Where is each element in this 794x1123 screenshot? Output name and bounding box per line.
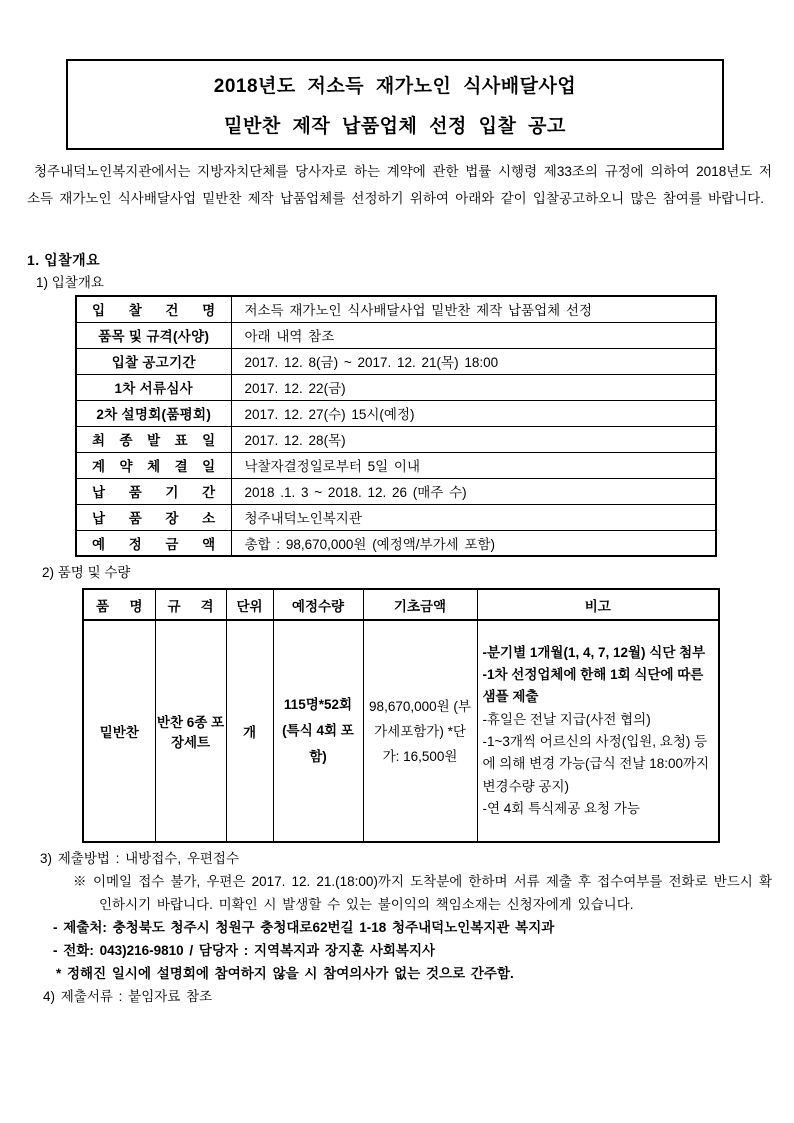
table-header-row <box>83 589 719 620</box>
required-documents-line: 4) 제출서류 : 붙임자료 참조 <box>43 989 213 1004</box>
table-row <box>76 530 716 556</box>
item-notes-cell <box>477 620 719 842</box>
row-value: 2017. 12. 22(금) <box>231 374 716 400</box>
section-heading-1: 1. 입찰개요 <box>27 252 101 268</box>
note-line: -분기별 1개월(1, 4, 7, 12월) 식단 첨부 <box>482 644 706 660</box>
table-row <box>76 322 716 348</box>
row-value: 총합 : 98,670,000원 (예정액/부가세 포함) <box>231 530 716 556</box>
table-row <box>76 296 716 322</box>
subsection-label-1: 1) 입찰개요 <box>36 275 104 290</box>
item-quantity-cell: 115명*52회 (특식 4회 포함) <box>273 620 363 842</box>
table-row <box>76 426 716 452</box>
item-unit-cell: 개 <box>226 620 273 842</box>
submission-notice: ※ 이메일 접수 불가, 우편은 2017. 12. 21.(18:00)까지 도착분에 한하며 서류 제출 후 접수여부를 전화로 반드시 확인하시기 바랍니다. 미확인 시 발생할 수 있는 불이익의 책임소재는 신청자에게 있습니다. <box>73 874 772 912</box>
row-value: 2017. 12. 28(목) <box>231 426 716 452</box>
row-value: 청주내덕노인복지관 <box>231 504 716 530</box>
item-base-price-cell: 98,670,000원 (부가세포함가) *단가: 16,500원 <box>363 620 477 842</box>
row-value: 낙찰자결정일로부터 5일 이내 <box>231 452 716 478</box>
row-label: 계 약 체 결 일 <box>76 452 231 478</box>
document-title-line1: 2018년도 저소득 재가노인 식사배달사업 <box>213 76 577 97</box>
submission-method-line: 3) 제출방법 : 내방접수, 우편접수 <box>40 851 239 866</box>
note-line: -1차 선정업체에 한해 1회 식단에 따른 샘플 제출 <box>482 667 704 705</box>
table-row <box>76 478 716 504</box>
row-label: 납 품 장 소 <box>76 504 231 530</box>
column-header-name: 품 명 <box>83 589 155 620</box>
row-label: 납 품 기 간 <box>76 478 231 504</box>
row-value: 2017. 12. 8(금) ~ 2017. 12. 21(목) 18:00 <box>231 348 716 374</box>
item-spec-cell: 반찬 6종 포장세트 <box>155 620 226 842</box>
title-box <box>66 59 724 150</box>
attendance-warning-line: * 정해진 일시에 설명회에 참여하지 않을 시 참여의사가 없는 것으로 간주함. <box>56 966 514 981</box>
row-label: 2차 설명회(품평회) <box>76 400 231 426</box>
table-row <box>76 504 716 530</box>
row-label: 최 종 발 표 일 <box>76 426 231 452</box>
row-label: 1차 서류심사 <box>76 374 231 400</box>
row-label: 품목 및 규격(사양) <box>76 322 231 348</box>
column-header-quantity: 예정수량 <box>273 589 363 620</box>
column-header-spec: 규 격 <box>155 589 226 620</box>
row-value: 2017. 12. 27(수) 15시(예정) <box>231 400 716 426</box>
row-label: 입찰 공고기간 <box>76 348 231 374</box>
row-label: 입 찰 건 명 <box>76 296 231 322</box>
column-header-unit: 단위 <box>226 589 273 620</box>
row-label: 예 정 금 액 <box>76 530 231 556</box>
table-row <box>76 452 716 478</box>
note-line: -휴일은 전날 지급(사전 협의) <box>482 711 651 727</box>
document-title-line2: 밑반찬 제작 납품업체 선정 입찰 공고 <box>224 116 566 137</box>
table-row <box>76 374 716 400</box>
note-line: -연 4회 특식제공 요청 가능 <box>482 800 640 816</box>
subsection-label-2: 2) 품명 및 수량 <box>42 565 131 580</box>
column-header-note: 비고 <box>477 589 719 620</box>
column-header-base-price: 기초금액 <box>363 589 477 620</box>
item-name-cell: 밑반찬 <box>83 620 155 842</box>
table-row <box>83 620 719 842</box>
bid-overview-table <box>75 295 717 557</box>
intro-paragraph: 청주내덕노인복지관에서는 지방자치단체를 당사자로 하는 계약에 관한 법률 시행령 제33조의 규정에 의하여 2018년도 저소득 재가노인 식사배달사업 밑반찬 제작 납품업체를 선정하기 위하여 아래와 같이 입찰공고하오니 많은 참여를 바랍니다. <box>27 164 772 206</box>
submission-section <box>40 847 772 1008</box>
table-row <box>76 400 716 426</box>
submission-address-line: - 제출처: 충청북도 청주시 청원구 충청대로62번길 1-18 청주내덕노인복지관 복지과 <box>53 920 555 935</box>
row-value: 아래 내역 참조 <box>231 322 716 348</box>
row-value: 2018 .1. 3 ~ 2018. 12. 26 (매주 수) <box>231 478 716 504</box>
contact-phone-line: - 전화: 043)216-9810 / 담당자 : 지역복지과 장지훈 사회복지사 <box>53 943 436 958</box>
items-table <box>82 588 720 843</box>
note-line: -1~3개씩 어르신의 사정(입원, 요청) 등에 의해 변경 가능(급식 전날 18:00까지 변경수량 공지) <box>482 734 710 794</box>
table-row <box>76 348 716 374</box>
row-value: 저소득 재가노인 식사배달사업 밑반찬 제작 납품업체 선정 <box>231 296 716 322</box>
